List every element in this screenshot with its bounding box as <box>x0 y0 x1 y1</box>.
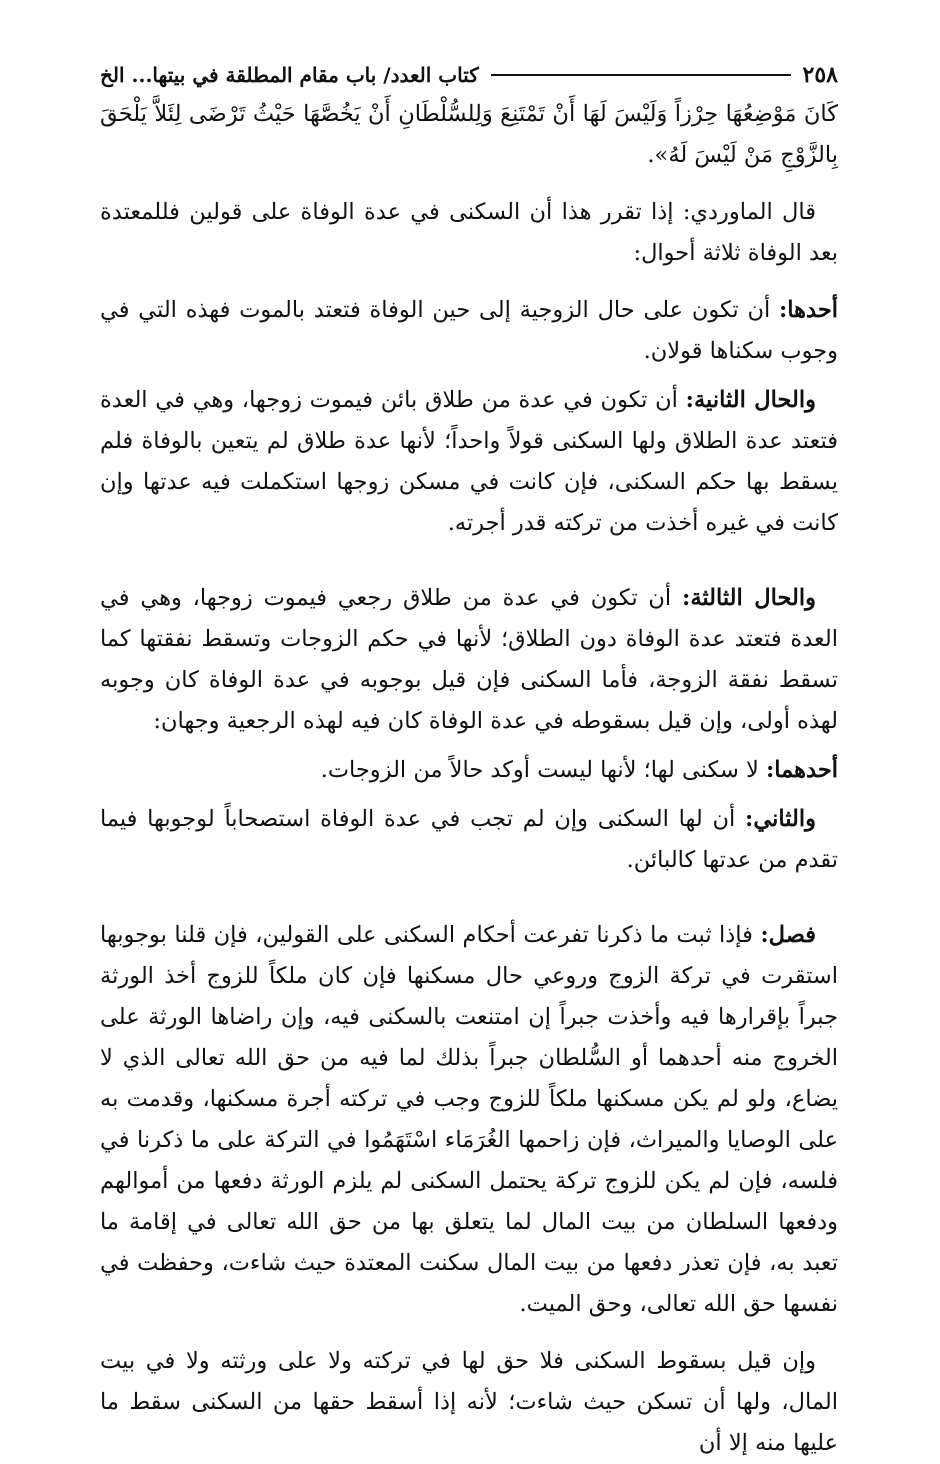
paragraph-closing <box>100 1341 838 1464</box>
paragraph-lead: أحدهما: <box>765 757 838 783</box>
paragraph-text: وإن قيل بسقوط السكنى فلا حق لها في تركته ولا على ورثته ولا في بيت المال، ولها أن تسكن حيث شاءت؛ لأنه إذا أسقط حقها من السكنى سقط ما عليها منه إلا أن <box>100 1348 838 1456</box>
paragraph-text: فإذا ثبت ما ذكرنا تفرعت أحكام السكنى على القولين، فإن قلنا بوجوبها استقرت في تركة الزوج وروعي حال مسكنها فإن كان ملكاً للزوج أخذ الورثة جبراً بإقرارها فيه وأخذت جبراً إن امتنعت بالسكنى فيه، وإن راضاها الورثة على الخروج منه أحدهما أو السُّلطان جبراً بذلك لما فيه من حق الله تعالى الذي لا يضاع، ولو لم يكن مسكنها ملكاً للزوج وجب في تركته أجرة مسكنها، وقدمت به على الوصايا والميراث، فإن زاحمها الغُرَمَاء اسْتَهَمُوا في التركة على ما ذكرنا في فلسه، فإن لم يكن للزوج تركة يحتمل السكنى لم يلزم الورثة دفعها من أموالهم ودفعها السلطان من بيت المال لما يتعلق بها من حق الله تعالى في إقامة ما تعبد به، فإن تعذر دفعها من بيت المال سكنت المعتدة حيث شاءت، وحفظت في نفسها حق الله تعالى، وحق الميت. <box>100 922 838 1317</box>
paragraph-text: قال الماوردي: إذا تقرر هذا أن السكنى في عدة الوفاة على قولين فللمعتدة بعد الوفاة ثلاثة أحوال: <box>100 199 838 266</box>
paragraph-section-fasl <box>100 915 838 1325</box>
paragraph-text: أن تكون في عدة من طلاق رجعي فيموت زوجها، وهي في العدة فتعتد عدة الوفاة دون الطلاق؛ لأنها في حكم الزوجات وتسقط نفقتها كما تسقط نفقة الزوجة، فأما السكنى فإن قيل بوجوبه في عدة الوفاة كان وجوبه لهذه أولى، وإن قيل بسقوطه في عدة الوفاة كان فيه لهذه الرجعية وجهان: <box>100 585 838 734</box>
paragraph-lead: والحال الثالثة: <box>682 585 816 611</box>
header-rule <box>491 74 791 76</box>
paragraph-lead: والحال الثانية: <box>685 387 816 413</box>
paragraph-mawardi <box>100 192 838 274</box>
quoted-text: كَانَ مَوْضِعُهَا حِرْزاً وَلَيْسَ لَهَا أَنْ تَمْتَنِعَ وَلِلسُّلْطَانِ أَنْ يَخُصَّهَا حَيْثُ تَرْضَى لِئَلاَّ يَلْحَقَ بِالزَّوْجِ مَنْ لَيْسَ لَهُ». <box>100 101 838 168</box>
paragraph-second-aspect <box>100 799 838 881</box>
paragraph-text: أن لها السكنى وإن لم تجب في عدة الوفاة استصحاباً لوجوبها فيما تقدم من عدتها كالبائن. <box>100 806 838 873</box>
paragraph-first-state <box>100 290 838 372</box>
paragraph-second-state <box>100 380 838 544</box>
paragraph-lead: والثاني: <box>745 806 816 832</box>
paragraph-lead: أحدها: <box>779 297 838 323</box>
running-title: كتاب العدد/ باب مقام المطلقة في بيتها... الخ <box>100 63 479 87</box>
paragraph-third-state <box>100 578 838 742</box>
paragraph-text: أن تكون في عدة من طلاق بائن فيموت زوجها، وهي في العدة فتعتد عدة الطلاق ولها السكنى قولاً واحداً؛ لأنها عدة طلاق لم يتعين بالوفاة فلم يسقط بها حكم السكنى، فإن كانت في مسكن زوجها استكملت فيه عدتها وإن كانت في غيره أخذت من تركته قدر أجرته. <box>100 387 838 536</box>
running-header <box>100 58 838 92</box>
paragraph-text: أن تكون على حال الزوجية إلى حين الوفاة فتعتد بالموت فهذه التي في وجوب سكناها قولان. <box>100 297 838 364</box>
book-page <box>100 58 838 1464</box>
paragraph-first-aspect <box>100 750 838 791</box>
page-number: ٢٥٨ <box>802 62 838 88</box>
paragraph-text: لا سكنى لها؛ لأنها ليست أوكد حالاً من الزوجات. <box>320 757 766 783</box>
section-lead: فصل: <box>760 922 816 948</box>
